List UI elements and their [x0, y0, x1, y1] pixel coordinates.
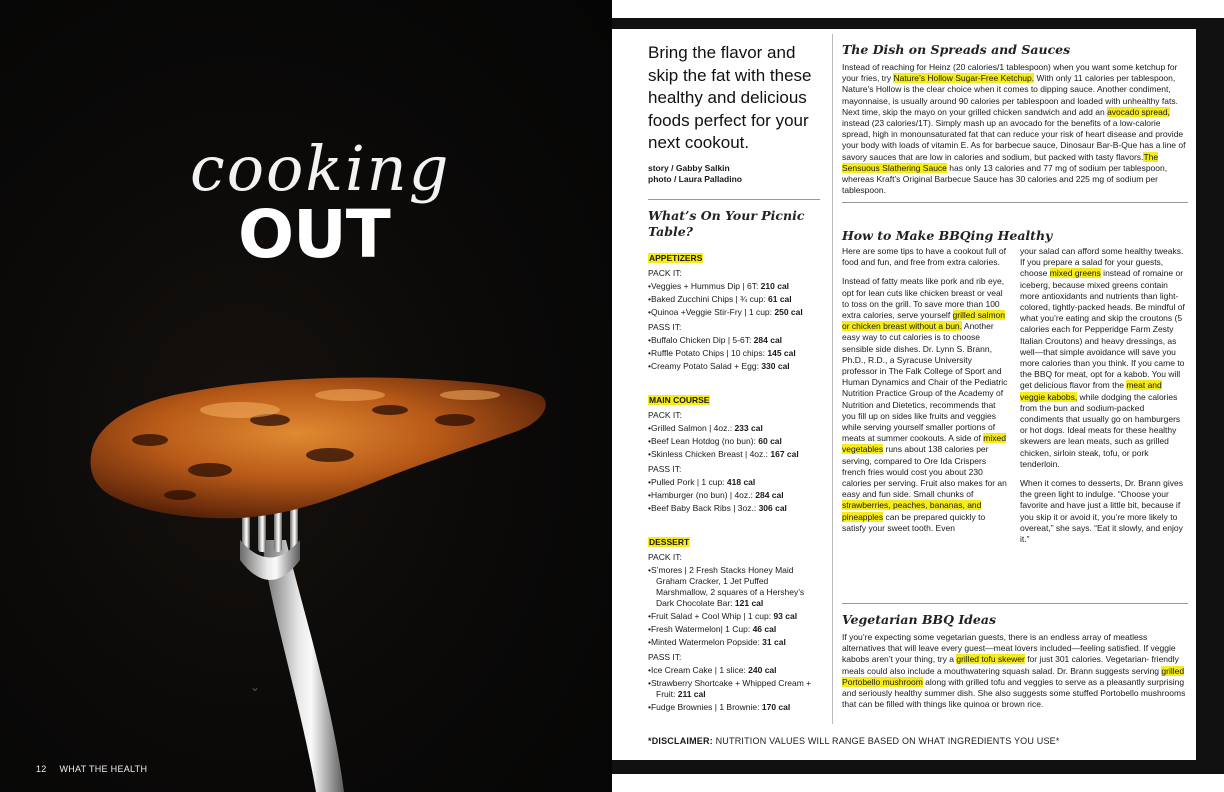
highlighted-phrase: mixed greens [1049, 268, 1101, 279]
menu-item-calories: 306 cal [758, 502, 787, 513]
disclaimer [648, 736, 1060, 746]
menu-item-text: Fresh Watermelon| 1 Cup: [650, 623, 753, 634]
page-frame-right [1196, 18, 1224, 774]
highlighted-phrase: strawberries, peaches, bananas, and pineapples [842, 500, 982, 522]
text-run: instead of romaine or iceberg, because mixed greens contain more antioxidants and nutrients than light-colored, tightly-packed heads. Be mindful of what you’re eating and skip the croutons (5 calories each for Pepperidge Farm Zesty Italian Croutons) and heavy dressings, as well—that simple avoidance will save you more calories than you think. If you came to the BBQ for meat, opt for a kabob. You will get delicious flavor from the [1020, 268, 1185, 391]
menu-items [648, 281, 820, 318]
highlighted-phrase: grilled Portobello mushroom [842, 665, 1185, 687]
bbq-heading: How to Make BBQing Healthy [842, 228, 1053, 243]
menu-item [648, 665, 820, 676]
menu-item [648, 611, 820, 622]
menu-item-calories: 121 cal [734, 597, 764, 608]
veg-section [842, 603, 1188, 710]
lead-text: Bring the flavor and skip the fat with these healthy and delicious foods perfect for your next cookout. [648, 43, 812, 152]
highlighted-phrase: meat and veggie kabobs, [1020, 380, 1162, 402]
menu-item-text: Fruit Salad + Cool Whip | 1 cup: [650, 610, 774, 621]
menu-item-text: Grilled Salmon | 4oz.: [650, 422, 735, 433]
menu-item [648, 361, 820, 372]
menu-item-text: Beef Lean Hotdog (no bun): [650, 435, 759, 446]
divider [842, 603, 1188, 604]
section-name: WHAT THE HEALTH [59, 764, 148, 774]
menu-item [648, 449, 820, 460]
title-script-word: cooking [190, 132, 451, 205]
paragraph [1020, 246, 1188, 470]
menu-item-calories: 61 cal [768, 293, 792, 304]
menu-item-calories: 250 cal [774, 306, 803, 317]
menu-item-text: Buffalo Chicken Dip | 5-6T: [650, 334, 754, 345]
pack-label: PACK IT: [648, 267, 682, 278]
text-run: has only 13 calories and 77 mg of sodium per tablespoon, whereas Kraft’s Original Barbecue Sauce has 30 calories and 225 mg of sodium per tablespoon. [842, 162, 1168, 196]
menu-item [648, 281, 820, 292]
text-run: Instead of fatty meats like pork and rib eye, opt for lean cuts like chicken breast or veal to toss on the grill. To save more than 100 extra calories, serve yourself [842, 276, 1005, 321]
text-run: runs about 138 calories per serving, compared to Ore Ida Crispers french fries would cost you about 230 calories per serving. Fruit also makes for an easy and fun side. Small chunks of [842, 444, 1007, 500]
menu-item-text: Baked Zucchini Chips | ¾ cup: [650, 293, 769, 304]
bbq-body-left [842, 246, 1008, 542]
menu-item-calories: 330 cal [761, 360, 790, 371]
menu-category: MAIN COURSE [649, 394, 710, 405]
menu-items [648, 477, 820, 514]
text-run: while dodging the calories from the bun and sodium-packed condiments that usually go on hamburgers or hot dogs. Ideal meats for these healthy skewers are lean meats, such as grilled chicken, sirloin steak, tofu, or pork tenderloin. [1020, 391, 1181, 469]
divider [842, 202, 1188, 203]
text-run: With only 11 calories per tablespoon, Nature’s Hollow is the clear choice when it comes to dipping sauce. Another condiment, mayonnaise, is usually around 90 calories per tablespoon and loaded with unhealthy fats. Next time, skip the mayo on your grilled chicken sandwich and add an [842, 73, 1178, 117]
menu-item-calories: 167 cal [770, 448, 799, 459]
page-number: 12 [36, 764, 47, 774]
menu-item-calories: 31 cal [762, 636, 786, 647]
text-run: your salad can afford some healthy tweaks. If you prepare a salad for your guests, choose [1020, 246, 1184, 279]
picnic-title: What’s On Your Picnic Table? [648, 207, 805, 239]
paragraph [842, 276, 1008, 534]
text-run: can be prepared quickly to satisfy your sweet tooth. Even [842, 511, 986, 533]
menu-item-calories: 211 cal [677, 688, 706, 699]
section-gap [648, 376, 820, 390]
text-run: Here are some tips to have a cookout full of food and fun, and free from extra calories. [842, 246, 1006, 268]
menu-item-text: Quinoa +Veggie Stir-Fry | 1 cup: [650, 306, 775, 317]
menu-item [648, 490, 820, 501]
story-credit: story / Gabby Salkin [648, 162, 730, 173]
menu-item-text: Beef Baby Back Ribs | 3oz.: [650, 502, 759, 513]
menu-item [648, 702, 820, 713]
menu-item-text: Skinless Chicken Breast | 4oz.: [650, 448, 771, 459]
menu-item-text: Pulled Pork | 1 cup: [650, 476, 727, 487]
bbq-body-right [1020, 246, 1188, 553]
menu-items [648, 335, 820, 372]
menu-item-calories: 210 cal [760, 280, 790, 291]
menu-item [648, 678, 820, 700]
menu-category: APPETIZERS [649, 252, 703, 263]
menu-item-calories: 233 cal [734, 422, 763, 433]
veg-heading: Vegetarian BBQ Ideas [842, 612, 996, 627]
menu-item-calories: 284 cal [753, 334, 783, 345]
menu-item-calories: 93 cal [773, 610, 798, 621]
veg-body [842, 632, 1188, 710]
menu-item [648, 624, 820, 635]
page-frame-top [612, 18, 1196, 29]
text-run: Another easy way to cut calories is to choose sensible side dishes. Dr. Lynn S. Brann, Ph.D., R.D., a Syracuse University professor in The Falk College of Sport and Human Dynamics and Chair of the Pediatric Nutrition Practice Group of the Academy of Nutrition and Dietetics, recommends that you fill up on sides like fruits and veggies while serving yourself smaller portions of meats at summer cookouts. A side of [842, 321, 1008, 444]
menu-item [648, 436, 820, 447]
spreads-heading: The Dish on Spreads and Sauces [842, 42, 1071, 57]
menu-item-text: Fudge Brownies | 1 Brownie: [650, 701, 762, 712]
pack-label: PACK IT: [648, 551, 682, 562]
menu-item-calories: 145 cal [767, 347, 796, 358]
menu-items [648, 423, 820, 460]
menu-item [648, 565, 820, 609]
menu-item [648, 503, 820, 514]
folio [36, 764, 147, 774]
menu-item [648, 294, 820, 305]
text-run: along with grilled tofu and veggies to serve as a pleasantly surprising and seriously healthy summer dish. She also suggests some stuffed Portobello mushrooms that can be filled with things like quinoa or brown rice. [842, 676, 1186, 710]
text-run: When it comes to desserts, Dr. Brann gives the green light to indulge. “Choose your favorite and have just a little bit, because if you skip it or avoid it, you’re more likely to overeat,” she says. “Eat it slowly, and enjoy it.” [1020, 478, 1183, 545]
highlighted-phrase: mixed vegetables [842, 433, 1006, 455]
menu-item-calories: 240 cal [748, 664, 777, 675]
menu-item-text: Hamburger (no bun) | 4oz.: [650, 489, 756, 500]
pack-label: PASS IT: [648, 651, 682, 662]
column-divider [832, 34, 833, 724]
menu-item-text: Ice Cream Cake | 1 slice: [650, 664, 749, 675]
menu-items [648, 565, 820, 648]
section-gap [648, 518, 820, 532]
divider [648, 199, 820, 200]
menu-item [648, 335, 820, 346]
menu-item [648, 637, 820, 648]
menu-item-text: Strawberry Shortcake + Whipped Cream + Fruit: [650, 677, 812, 699]
menu-item [648, 477, 820, 488]
text-run: If you’re expecting some vegetarian guests, there is an endless array of meatless alternatives that will leave every guest—meat lovers included—feeling satisfied. If veggie kabobs aren’t your thing, try a [842, 632, 1176, 665]
highlighted-phrase: avocado spread, [1107, 106, 1170, 117]
chevron-down-icon: ⌄ [250, 680, 261, 694]
pack-label: PASS IT: [648, 321, 682, 332]
menu-item-calories: 60 cal [758, 435, 782, 446]
main-column [842, 42, 1188, 203]
text-run: Instead of reaching for Heinz (20 calories/1 tablespoon) when you want some ketchup for your fries, try [842, 62, 1178, 84]
credits [648, 163, 820, 185]
pack-label: PASS IT: [648, 463, 682, 474]
highlighted-phrase: Nature’s Hollow Sugar-Free Ketchup. [893, 73, 1035, 84]
sidebar-column [648, 42, 820, 717]
text-run: for just 301 calories. Vegetarian- friendly meals could also include a mouthwatering squash salad. Dr. Brann suggests serving [842, 654, 1179, 676]
menu-item [648, 423, 820, 434]
menu-item-text: Minted Watermelon Popside: [650, 636, 763, 647]
menu-item-text: S’mores | 2 Fresh Stacks Honey Maid Graham Cracker, 1 Jet Puffed Marshmallow, 2 squares of a Hershey’s Dark Chocolate Bar: [650, 564, 805, 608]
menu-item-calories: 170 cal [761, 701, 791, 712]
menu-item-calories: 418 cal [726, 476, 756, 487]
highlighted-phrase: grilled tofu skewer [956, 654, 1025, 665]
paragraph [842, 246, 1008, 268]
highlighted-phrase: grilled salmon or chicken breast without a bun. [842, 310, 1005, 332]
spreads-body [842, 62, 1188, 196]
text-run: instead (23 calories/1T). Simply mash up an avocado for the benefits of a low-calorie spread, high in monounsaturated fat that can reduce your risk of heart disease and provide your body with loads of vitamin E. As for barbecue sauce, Dinosaur Bar-B-Que has a line of savory sauces that are low in calories and sodium, but packed with tasty flavors. [842, 118, 1186, 162]
paragraph [1020, 478, 1188, 545]
menu-item-text: Veggies + Hummus Dip | 6T: [650, 280, 761, 291]
menu-item-calories: 284 cal [755, 489, 784, 500]
page-frame-bottom [612, 760, 1196, 774]
menu-item-text: Ruffle Potato Chips | 10 chips: [650, 347, 768, 358]
picnic-menu-list [648, 248, 820, 713]
pack-label: PACK IT: [648, 409, 682, 420]
disclaimer-label: *DISCLAIMER: [648, 736, 713, 746]
title-bold-word: OUT [238, 196, 390, 273]
menu-category: DESSERT [649, 536, 690, 547]
bbq-heading-wrap [842, 228, 1188, 248]
menu-items [648, 665, 820, 713]
disclaimer-text: NUTRITION VALUES WILL RANGE BASED ON WHAT INGREDIENTS YOU USE* [712, 736, 1060, 746]
photo-credit: photo / Laura Palladino [648, 173, 742, 184]
menu-item-text: Creamy Potato Salad + Egg: [650, 360, 762, 371]
menu-item-calories: 46 cal [752, 623, 777, 634]
highlighted-phrase: The Sensuous Slathering Sauce [842, 151, 1159, 173]
menu-item [648, 348, 820, 359]
menu-item [648, 307, 820, 318]
